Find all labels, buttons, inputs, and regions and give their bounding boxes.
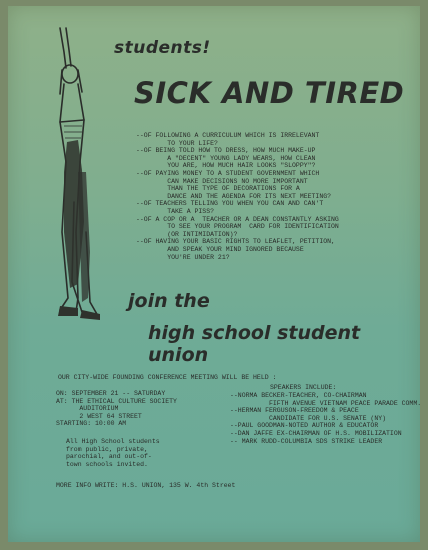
conference-details: ON: SEPTEMBER 21 -- SATURDAY AT: THE ETHICAL CULTURE SOCIETY AUDITORIUM 2 WEST 64 STREET STARTING: 10:00 AM xyxy=(56,390,177,428)
grievance-line: A "DECENT" YOUNG LADY WEARS, HOW CLEAN xyxy=(136,154,316,162)
grievance-line: AND SPEAK YOUR MIND IGNORED BECAUSE xyxy=(136,245,304,253)
grievance-line: TO YOUR LIFE? xyxy=(136,139,218,147)
grievance-line: --OF TEACHERS TELLING YOU WHEN YOU CAN AND CAN'T xyxy=(136,200,324,208)
join-heading: join the xyxy=(128,290,210,312)
speakers-heading: SPEAKERS INCLUDE: xyxy=(270,384,337,391)
grievance-item xyxy=(136,238,422,261)
grievance-line: YOU ARE, HOW MUCH HAIR LOOKS "SLOPPY"? xyxy=(136,162,316,170)
grievance-item xyxy=(136,132,422,147)
grievance-item xyxy=(136,170,422,200)
grievance-line: --OF HAVING YOUR BASIC RIGHTS TO LEAFLET, PETITION, xyxy=(136,238,335,246)
headline-students: students! xyxy=(114,38,211,58)
grievance-line: DANCE AND THE AGENDA FOR ITS NEXT MEETING? xyxy=(136,192,332,200)
grievance-line: --OF A COP OR A TEACHER OR A DEAN CONSTANTLY ASKING xyxy=(136,215,339,223)
grievance-line: --OF PAYING MONEY TO A STUDENT GOVERNMENT WHICH xyxy=(136,169,320,177)
grievance-line: YOU'RE UNDER 21? xyxy=(136,253,230,261)
grievance-line: --OF BEING TOLD HOW TO DRESS, HOW MUCH MAKE-UP xyxy=(136,147,316,155)
grievance-list xyxy=(136,132,422,261)
grievance-line: TO SEE YOUR PROGRAM CARD FOR IDENTIFICATION xyxy=(136,223,339,231)
speakers-list: --NORMA BECKER-TEACHER, CO-CHAIRMAN FIFTH AVENUE VIETNAM PEACE PARADE COMM. --HERMAN FERGUSON-FREEDOM & PEACE CANDIDATE FOR U.S. SENATE (NY) --PAUL GOODMAN-NOTED AUTHOR & EDUCATOR --DAN JAFFE EX-CHAIRMAN OF H.S. MOBILIZATION -- MARK RUDD-COLUMBIA SDS STRIKE LEADER xyxy=(230,392,422,445)
flyer-sheet xyxy=(8,6,420,542)
grievance-line: (OR INTIMIDATION)? xyxy=(136,230,238,238)
union-heading: high school student union xyxy=(148,322,361,366)
conference-invite: OUR CITY-WIDE FOUNDING CONFERENCE MEETING WILL BE HELD : xyxy=(58,374,277,381)
grievance-item xyxy=(136,200,422,215)
grievance-line: THAN THE TYPE OF DECORATIONS FOR A xyxy=(136,185,300,193)
headline-sick-and-tired: SICK AND TIRED xyxy=(134,76,405,110)
more-info-address: MORE INFO WRITE: H.S. UNION, 135 W. 4th Street xyxy=(56,482,236,489)
grievance-item xyxy=(136,147,422,170)
student-figure-illustration xyxy=(38,22,118,322)
grievance-line: --OF FOLLOWING A CURRICULUM WHICH IS IRRELEVANT xyxy=(136,132,320,139)
grievance-item xyxy=(136,216,422,239)
students-invited-note: All High School students from public, private, parochial, and out-of- town schools invited. xyxy=(66,438,160,468)
grievance-line: TAKE A PISS? xyxy=(136,207,215,215)
grievance-line: CAN MAKE DECISIONS NO MORE IMPORTANT xyxy=(136,177,308,185)
